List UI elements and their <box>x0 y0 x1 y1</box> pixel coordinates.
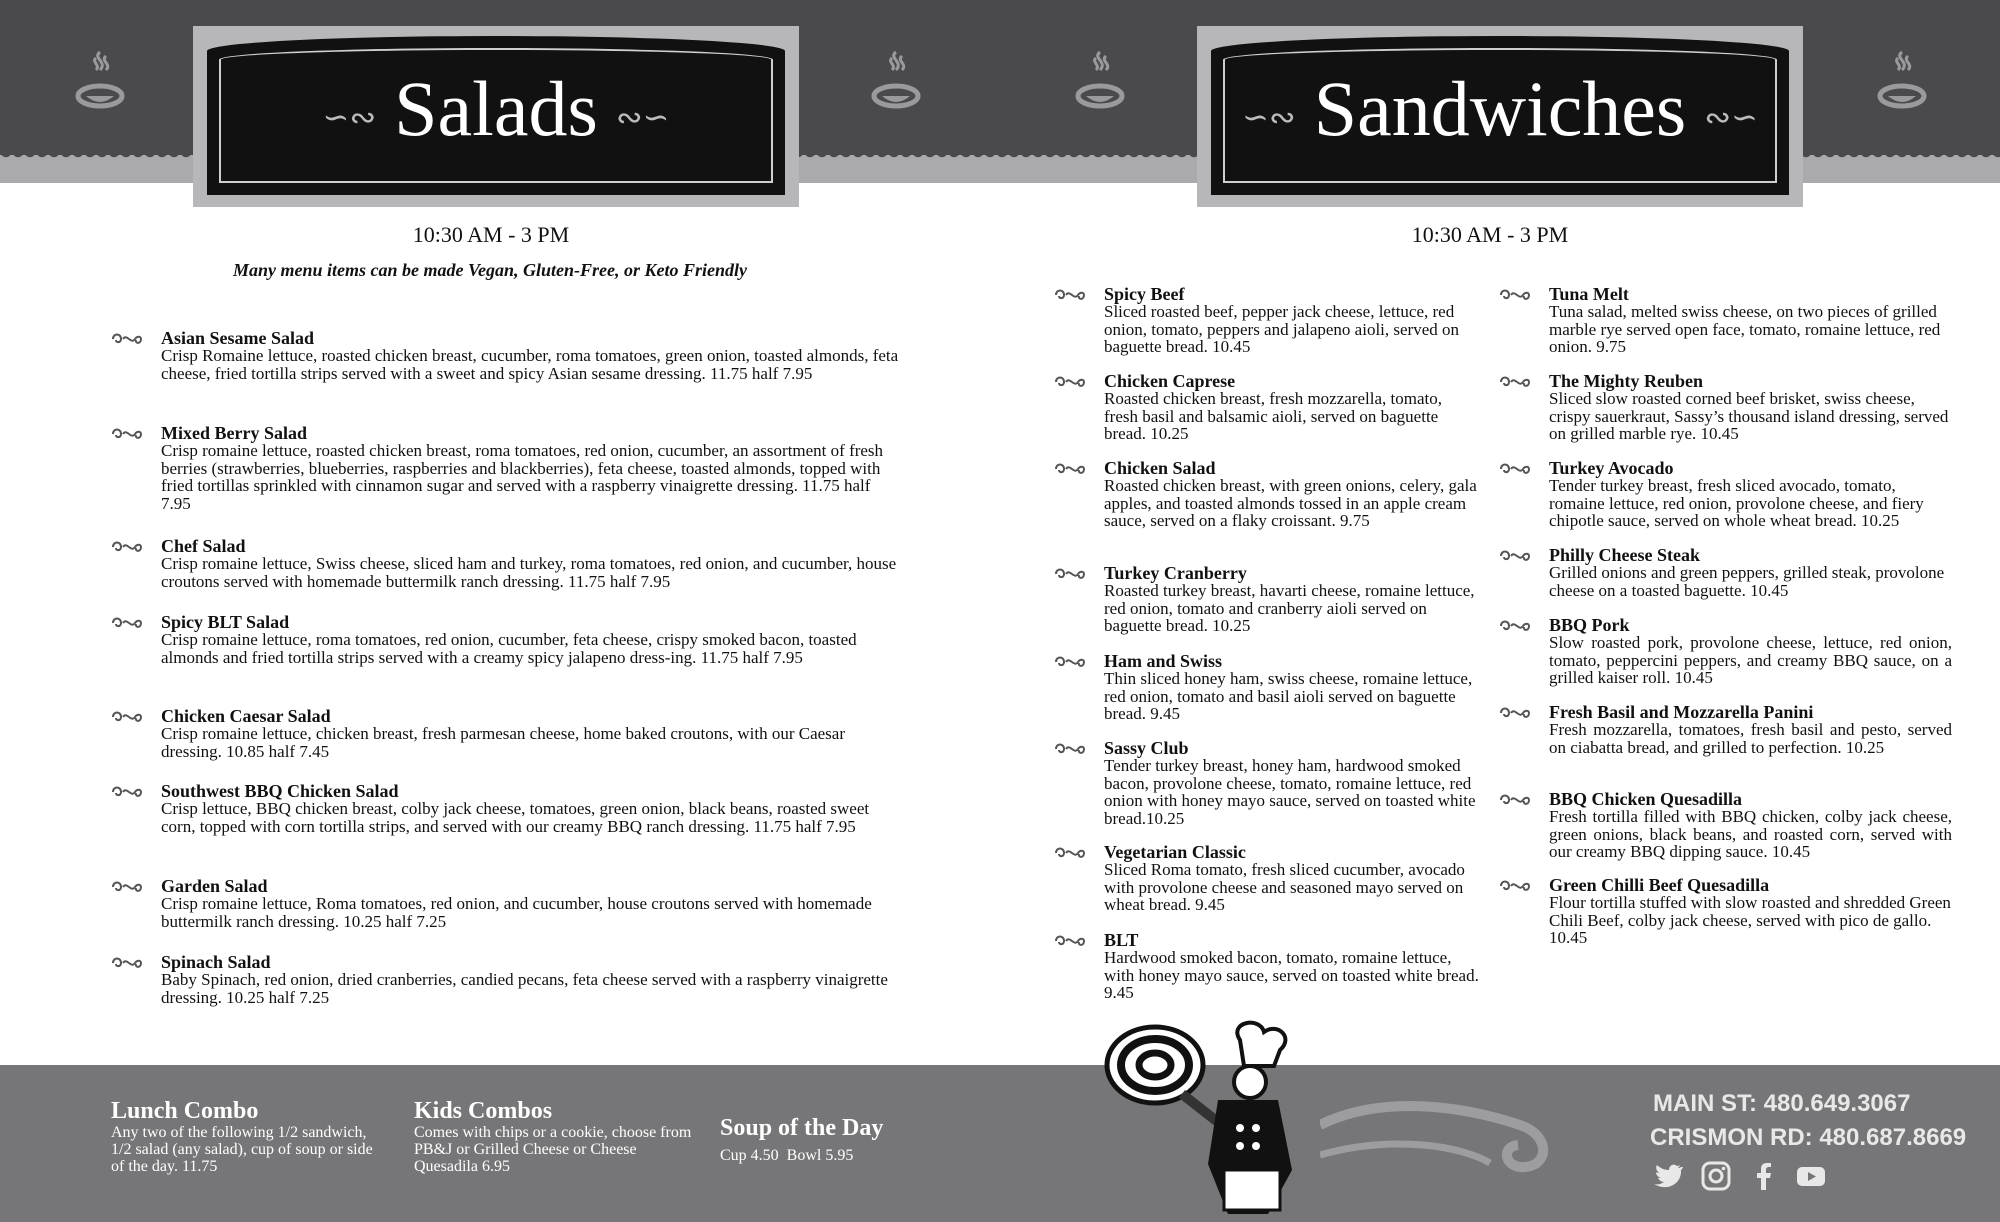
menu-item-name: Turkey Cranberry <box>1104 563 1247 583</box>
menu-item-description: Sliced roasted beef, pepper jack cheese, lettuce, red onion, tomato, peppers and jalapeno aioli, served on baguette bread. 10.45 <box>1104 302 1460 356</box>
steam-cup-icon <box>868 48 924 120</box>
menu-item <box>1104 372 1479 443</box>
menu-item-description: Roasted chicken breast, fresh mozzarella, tomato, fresh basil and balsamic aioli, served on baguette bread. 10.25 <box>1104 389 1442 443</box>
menu-item <box>1549 876 1952 947</box>
menu-item-description: Fresh mozzarella, tomatoes, fresh basil and pesto, served on ciabatta bread, and grilled to perfection. 10.25 <box>1549 720 1952 757</box>
scroll-bullet-icon <box>1499 461 1535 477</box>
scroll-bullet-icon <box>111 879 147 895</box>
menu-item-description: Baby Spinach, red onion, dried cranberries, candied pecans, feta cheese served with a raspberry vinaigrette dressing. 10.25 half 7.25 <box>161 970 888 1007</box>
menu-item-name: Fresh Basil and Mozzarella Panini <box>1549 702 1814 722</box>
menu-item-name: Mixed Berry Salad <box>161 423 307 443</box>
menu-item-description: Flour tortilla stuffed with slow roasted and shredded Green Chili Beef, colby jack cheese, served with pico de gallo. 10.45 <box>1549 893 1951 947</box>
menu-item <box>1104 652 1479 723</box>
menu-item <box>161 953 901 1006</box>
scroll-bullet-icon <box>1499 618 1535 634</box>
sandwiches-hours: 10:30 AM - 3 PM <box>1411 222 1569 247</box>
scroll-bullet-icon <box>1054 374 1090 390</box>
scroll-bullet-icon <box>1054 461 1090 477</box>
menu-item-name: BLT <box>1104 930 1139 950</box>
menu-item <box>161 877 901 930</box>
menu-item-name: Sassy Club <box>1104 738 1189 758</box>
menu-item-name: Ham and Swiss <box>1104 651 1223 671</box>
kids-combos-title: Kids Combos <box>414 1098 553 1124</box>
menu-item-description: Tender turkey breast, honey ham, hardwood smoked bacon, provolone cheese, tomato, romaine lettuce, red onion with honey mayo sauce, served on toasted white bread.10.25 <box>1104 756 1476 828</box>
steam-cup-icon <box>72 48 128 120</box>
sandwiches-banner <box>1197 26 1803 207</box>
scroll-bullet-icon <box>111 784 147 800</box>
menu-item-name: Spicy Beef <box>1104 284 1185 304</box>
menu-item <box>1104 739 1479 827</box>
menu-item <box>161 537 901 590</box>
menu-item-name: Spinach Salad <box>161 952 271 972</box>
scroll-ornament-icon: ∽∾ <box>1242 99 1296 136</box>
kids-combos <box>414 1098 704 1175</box>
menu-item <box>161 424 901 512</box>
menu-item <box>1549 616 1952 687</box>
menu-item-name: Spicy BLT Salad <box>161 612 290 632</box>
menu-item-description: Fresh tortilla filled with BBQ chicken, colby jack cheese, green onions, black beans, and roasted corn, served with our creamy BBQ dipping sauce. 10.45 <box>1549 807 1952 861</box>
instagram-icon[interactable] <box>1700 1160 1732 1192</box>
menu-item <box>1549 285 1952 356</box>
scroll-bullet-icon <box>1054 566 1090 582</box>
menu-item-description: Sliced slow roasted corned beef brisket, swiss cheese, crispy sauerkraut, Sassy’s thousand island dressing, served on grilled marble rye. 10.45 <box>1549 389 1949 443</box>
menu-item-description: Crisp Romaine lettuce, roasted chicken breast, cucumber, roma tomatoes, green onion, toasted almonds, feta cheese, fried tortilla strips served with a sweet and spicy Asian sesame dressing. 11.75 half 7.95 <box>161 346 899 383</box>
menu-item <box>1104 843 1479 914</box>
menu-item <box>1104 564 1479 635</box>
menu-item-description: Sliced Roma tomato, fresh sliced cucumber, avocado with provolone cheese and seasoned mayo served on wheat bread. 9.45 <box>1104 860 1465 914</box>
menu-item-description: Grilled onions and green peppers, grilled steak, provolone cheese on a toasted baguette. 10.45 <box>1549 563 1945 600</box>
lunch-combo-title: Lunch Combo <box>111 1098 259 1124</box>
soup-desc: Cup 4.50 Bowl 5.95 <box>720 1147 854 1164</box>
swirl-decoration-icon <box>1320 1085 1560 1195</box>
scroll-ornament-icon: ∾∽ <box>1704 99 1758 136</box>
dietary-note: Many menu items can be made Vegan, Gluten-Free, or Keto Friendly <box>232 260 747 280</box>
menu-item <box>1549 459 1952 530</box>
menu-item-description: Tuna salad, melted swiss cheese, on two pieces of grilled marble rye served open face, tomato, romaine lettuce, red onion. 9.75 <box>1549 302 1941 356</box>
menu-item-name: Vegetarian Classic <box>1104 842 1246 862</box>
scroll-bullet-icon <box>111 709 147 725</box>
menu-item-description: Hardwood smoked bacon, tomato, romaine lettuce, with honey mayo sauce, served on toasted white bread. 9.45 <box>1104 948 1479 1002</box>
youtube-icon[interactable] <box>1795 1160 1827 1192</box>
scroll-bullet-icon <box>1054 741 1090 757</box>
menu-item-name: BBQ Pork <box>1549 615 1630 635</box>
scroll-bullet-icon <box>111 426 147 442</box>
menu-item <box>1549 372 1952 443</box>
salads-title: Salads <box>394 65 598 152</box>
sandwiches-title: Sandwiches <box>1313 65 1687 152</box>
phone-main-st: MAIN ST: 480.649.3067 <box>1653 1090 1911 1117</box>
menu-item <box>1549 703 1952 756</box>
twitter-icon[interactable] <box>1651 1160 1683 1192</box>
menu-item-description: Crisp romaine lettuce, chicken breast, fresh parmesan cheese, home baked croutons, with our Caesar dressing. 10.85 half 7.45 <box>161 724 846 761</box>
menu-item-name: BBQ Chicken Quesadilla <box>1549 789 1743 809</box>
steam-cup-icon <box>1874 48 1930 120</box>
menu-item <box>161 613 901 666</box>
menu-item <box>161 782 901 835</box>
scroll-bullet-icon <box>1499 374 1535 390</box>
scroll-ornament-icon: ∾∽ <box>615 99 670 136</box>
facebook-icon[interactable] <box>1748 1160 1780 1192</box>
menu-item <box>1549 546 1952 599</box>
menu-item-description: Roasted turkey breast, havarti cheese, romaine lettuce, red onion, tomato and cranberry aioli served on baguette bread. 10.25 <box>1104 581 1475 635</box>
menu-item-name: The Mighty Reuben <box>1549 371 1704 391</box>
scroll-bullet-icon <box>1499 287 1535 303</box>
scroll-bullet-icon <box>1054 933 1090 949</box>
menu-item-name: Chef Salad <box>161 536 246 556</box>
menu-item <box>1104 285 1479 356</box>
menu-item-description: Crisp romaine lettuce, Roma tomatoes, red onion, and cucumber, house croutons served with homemade buttermilk ranch dressing. 10.25 half 7.25 <box>161 894 872 931</box>
menu-item-name: Tuna Melt <box>1549 284 1629 304</box>
menu-item-description: Slow roasted pork, provolone cheese, lettuce, red onion, tomato, peppercini peppers, and creamy BBQ sauce, on a grilled kaiser roll. 10.45 <box>1549 633 1952 687</box>
menu-item-name: Philly Cheese Steak <box>1549 545 1700 565</box>
menu-item <box>161 329 901 382</box>
menu-item-description: Crisp lettuce, BBQ chicken breast, colby jack cheese, tomatoes, green onion, black beans, roasted sweet corn, topped with corn tortilla strips, and served with our creamy BBQ ranch dressing. 11.75 half 7.95 <box>161 799 870 836</box>
menu-item-name: Asian Sesame Salad <box>161 328 315 348</box>
steam-cup-icon <box>1072 48 1128 120</box>
menu-item-name: Garden Salad <box>161 876 268 896</box>
menu-item-description: Crisp romaine lettuce, roma tomatoes, red onion, cucumber, feta cheese, crispy smoked bacon, toasted almonds and fried tortilla strips served with a creamy spicy jalapeno dress-ing. 11.75 half 7.95 <box>161 630 857 667</box>
salads-hours: 10:30 AM - 3 PM <box>412 222 570 247</box>
scroll-bullet-icon <box>111 539 147 555</box>
lunch-combo-desc: Any two of the following 1/2 sandwich, 1/2 salad (any salad), cup of soup or side of the day. 11.75 <box>111 1124 373 1175</box>
menu-item <box>1104 931 1479 1002</box>
menu-item <box>1549 790 1952 861</box>
scroll-bullet-icon <box>1499 548 1535 564</box>
scroll-bullet-icon <box>111 615 147 631</box>
menu-item-name: Turkey Avocado <box>1549 458 1674 478</box>
salads-banner <box>193 26 799 207</box>
scroll-bullet-icon <box>1499 878 1535 894</box>
scroll-bullet-icon <box>111 955 147 971</box>
scroll-ornament-icon: ∽∾ <box>322 99 377 136</box>
menu-item-description: Roasted chicken breast, with green onions, celery, gala apples, and toasted almonds tossed in an apple cream sauce, served on a flaky croissant. 9.75 <box>1104 476 1477 530</box>
menu-item <box>1104 459 1479 530</box>
phone-crismon-rd: CRISMON RD: 480.687.8669 <box>1650 1124 1967 1151</box>
menu-item-name: Southwest BBQ Chicken Salad <box>161 781 399 801</box>
scroll-bullet-icon <box>1054 287 1090 303</box>
lunch-combo <box>111 1098 381 1175</box>
scroll-bullet-icon <box>111 331 147 347</box>
scroll-bullet-icon <box>1499 792 1535 808</box>
scroll-bullet-icon <box>1054 654 1090 670</box>
menu-item-description: Tender turkey breast, fresh sliced avocado, tomato, romaine lettuce, red onion, provolone cheese, and fiery chipotle sauce, served on whole wheat bread. 10.25 <box>1549 476 1924 530</box>
menu-item-name: Green Chilli Beef Quesadilla <box>1549 875 1770 895</box>
menu-item-description: Crisp romaine lettuce, Swiss cheese, sliced ham and turkey, roma tomatoes, red onion, and cucumber, house croutons served with homemade buttermilk ranch dressing. 11.75 half 7.95 <box>161 554 897 591</box>
soup-title: Soup of the Day <box>720 1115 884 1141</box>
soup-of-the-day <box>720 1115 960 1164</box>
scroll-bullet-icon <box>1054 845 1090 861</box>
kids-combos-desc: Comes with chips or a cookie, choose from PB&J or Grilled Cheese or Cheese Quesadila 6.95 <box>414 1124 692 1175</box>
menu-item-description: Crisp romaine lettuce, roasted chicken breast, roma tomatoes, red onion, cucumber, an assortment of fresh berries (strawberries, blueberries, raspberries and blackberries), feta cheese, toasted almonds, topped with fried tortillas sprinkled with cinnamon sugar and served with a raspberry vinaigrette dressing. 11.75 half 7.95 <box>161 441 884 513</box>
menu-item-name: Chicken Salad <box>1104 458 1216 478</box>
scroll-bullet-icon <box>1499 705 1535 721</box>
baker-mascot-icon <box>1100 1020 1315 1220</box>
menu-item-description: Thin sliced honey ham, swiss cheese, romaine lettuce, red onion, tomato and basil aioli served on baguette bread. 9.45 <box>1104 669 1473 723</box>
menu-item-name: Chicken Caesar Salad <box>161 706 331 726</box>
menu-item-name: Chicken Caprese <box>1104 371 1236 391</box>
menu-item <box>161 707 901 760</box>
